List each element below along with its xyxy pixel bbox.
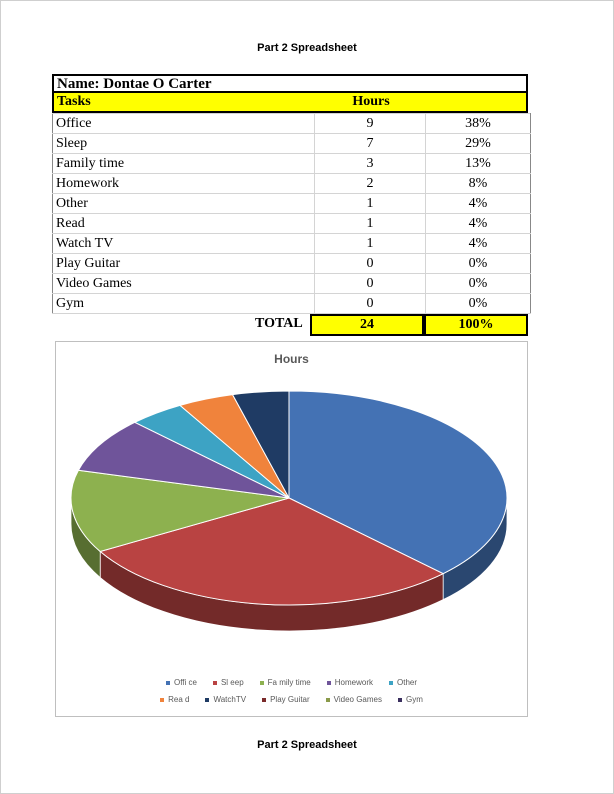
task-cell[interactable]: Video Games	[53, 274, 315, 294]
legend-item[interactable]	[160, 695, 189, 704]
table-row	[53, 254, 531, 274]
legend-label: Play Guitar	[270, 695, 310, 704]
table-row	[53, 174, 531, 194]
percent-cell[interactable]: 38%	[426, 114, 531, 134]
hours-header[interactable]: Hours	[352, 94, 390, 109]
legend-label: Other	[397, 678, 418, 687]
legend-swatch	[326, 698, 330, 702]
task-table	[52, 113, 531, 314]
table-row	[53, 134, 531, 154]
hours-cell[interactable]: 1	[315, 214, 426, 234]
page-header: Part 2 Spreadsheet	[257, 42, 357, 54]
pie-chart[interactable]	[55, 341, 528, 717]
hours-cell[interactable]: 0	[315, 254, 426, 274]
legend-label: Rea d	[168, 695, 190, 704]
legend-swatch	[260, 681, 264, 685]
legend-item[interactable]	[166, 678, 197, 687]
table-row	[53, 194, 531, 214]
task-cell[interactable]: Gym	[53, 294, 315, 314]
legend-swatch	[262, 698, 266, 702]
total-hours-cell[interactable]: 24	[310, 314, 424, 336]
page-footer: Part 2 Spreadsheet	[257, 739, 357, 751]
hours-cell[interactable]: 0	[315, 274, 426, 294]
legend-swatch	[213, 681, 217, 685]
percent-cell[interactable]: 0%	[426, 294, 531, 314]
total-row	[52, 314, 528, 336]
total-label[interactable]: TOTAL	[255, 316, 303, 331]
hours-cell[interactable]: 0	[315, 294, 426, 314]
legend-label: Gym	[405, 695, 423, 704]
legend-item[interactable]	[398, 695, 423, 704]
table-row	[53, 294, 531, 314]
task-cell[interactable]: Other	[53, 194, 315, 214]
spreadsheet	[52, 74, 528, 336]
table-row	[53, 234, 531, 254]
percent-cell[interactable]: 4%	[426, 194, 531, 214]
legend-item[interactable]	[327, 678, 373, 687]
legend-swatch	[205, 698, 209, 702]
legend-label: WatchTV	[213, 695, 247, 704]
hours-cell[interactable]: 9	[315, 114, 426, 134]
legend-swatch	[166, 681, 170, 685]
legend-item[interactable]	[213, 678, 244, 687]
legend-swatch	[389, 681, 393, 685]
hours-cell[interactable]: 3	[315, 154, 426, 174]
chart-title: Hours	[274, 352, 309, 366]
legend-item[interactable]	[389, 678, 417, 687]
total-percent-cell[interactable]: 100%	[424, 314, 528, 336]
table-row	[53, 154, 531, 174]
legend-label: Fa mily time	[267, 678, 311, 687]
legend-label: Homework	[334, 678, 373, 687]
task-cell[interactable]: Read	[53, 214, 315, 234]
percent-cell[interactable]: 13%	[426, 154, 531, 174]
percent-cell[interactable]: 8%	[426, 174, 531, 194]
hours-cell[interactable]: 1	[315, 234, 426, 254]
legend-item[interactable]	[326, 695, 382, 704]
percent-cell[interactable]: 4%	[426, 214, 531, 234]
legend-item[interactable]	[205, 695, 246, 704]
percent-cell[interactable]: 29%	[426, 134, 531, 154]
legend-row	[56, 678, 527, 687]
legend-item[interactable]	[262, 695, 310, 704]
hours-cell[interactable]: 2	[315, 174, 426, 194]
column-header-row	[52, 93, 528, 113]
legend-swatch	[327, 681, 331, 685]
hours-cell[interactable]: 7	[315, 134, 426, 154]
task-cell[interactable]: Office	[53, 114, 315, 134]
hours-cell[interactable]: 1	[315, 194, 426, 214]
legend-label: Video Games	[333, 695, 382, 704]
legend-item[interactable]	[260, 678, 311, 687]
legend-swatch	[160, 698, 164, 702]
legend-row	[56, 695, 527, 704]
pie-chart-svg	[56, 342, 527, 672]
task-cell[interactable]: Homework	[53, 174, 315, 194]
table-row	[53, 214, 531, 234]
table-row	[53, 114, 531, 134]
table-row	[53, 274, 531, 294]
percent-cell[interactable]: 4%	[426, 234, 531, 254]
percent-cell[interactable]: 0%	[426, 254, 531, 274]
task-cell[interactable]: Play Guitar	[53, 254, 315, 274]
legend-label: Offi ce	[173, 678, 197, 687]
task-cell[interactable]: Family time	[53, 154, 315, 174]
legend-swatch	[398, 698, 402, 702]
percent-cell[interactable]: 0%	[426, 274, 531, 294]
task-cell[interactable]: Sleep	[53, 134, 315, 154]
chart-legend	[56, 678, 527, 712]
task-cell[interactable]: Watch TV	[53, 234, 315, 254]
legend-label: Sl eep	[220, 678, 244, 687]
name-row[interactable]: Name: Dontae O Carter	[52, 74, 528, 93]
tasks-header[interactable]: Tasks	[57, 94, 91, 109]
